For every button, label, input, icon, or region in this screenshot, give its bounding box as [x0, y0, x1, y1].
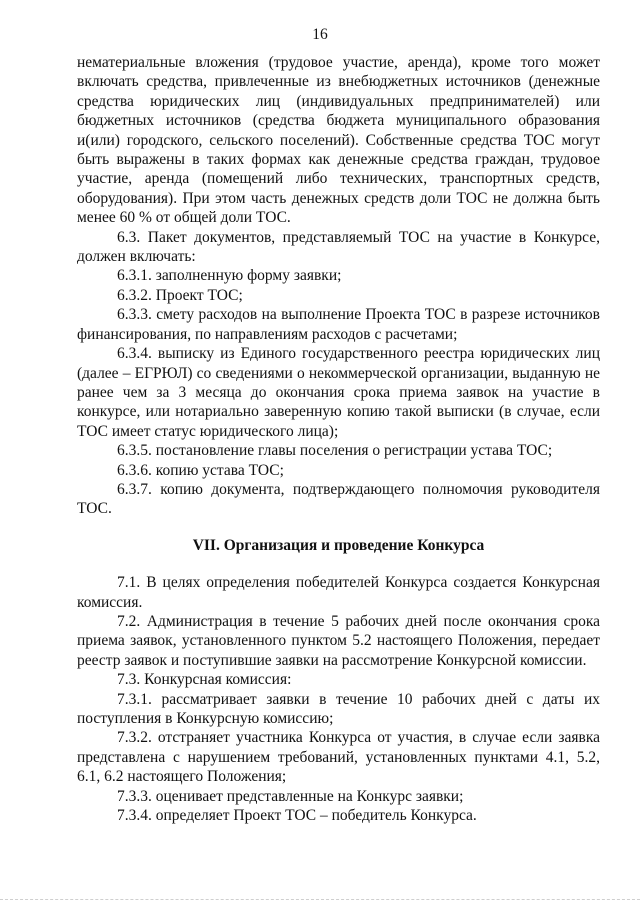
section-heading: VII. Организация и проведение Конкурса	[192, 536, 485, 554]
document-body	[77, 53, 600, 825]
paragraph-6-3: 6.3. Пакет документов, представляемый ТОС на участие в Конкурсе, должен включать:	[77, 228, 600, 266]
paragraph-7-2: 7.2. Администрация в течение 5 рабочих дней после окончания срока приема заявок, установленного пунктом 5.2 настоящего Положения, передает реестр заявок и поступившие заявки на рассмотрение Конкурсной комиссии.	[77, 612, 600, 669]
paragraph-7-3-4: 7.3.4. определяет Проект ТОС – победитель Конкурса.	[117, 807, 477, 825]
page-bottom-edge	[0, 899, 640, 900]
paragraph-7-3-1: 7.3.1. рассматривает заявки в течение 10 рабочих дней с даты их поступления в Конкурсную комиссию;	[77, 690, 600, 727]
paragraph-6-3-4: 6.3.4. выписку из Единого государственного реестра юридических лиц (далее – ЕГРЮЛ) со сведениями о некоммерческой организации, выданную не ранее чем за 3 месяца до окончания срока приема заявок на участие в конкурсе, или нотариально заверенную копию такой выписки (в случае, если ТОС имеет статус юридического лица);	[77, 345, 600, 440]
paragraph-6-3-7: 6.3.7. копию документа, подтверждающего полномочия руководителя ТОС.	[77, 480, 600, 518]
paragraph-6-3-5: 6.3.5. постановление главы поселения о регистрации устава ТОС;	[117, 442, 553, 460]
paragraph-continuation: нематериальные вложения (трудовое участие, аренда), кроме того может включать средства, привлеченные из внебюджетных источников (денежные средства юридических лиц (индивидуальных предпринимателей) или бюджетных источников (средства бюджета муниципального образования и(или) городского, сельского поселений). Собственные средства ТОС могут быть выражены в таких формах как денежные средства граждан, трудовое участие, аренда (помещений либо технических, транспортных средств, оборудования). При этом часть денежных средств доли ТОС не должна быть менее 60 % от общей доли ТОС.	[77, 54, 600, 227]
page-number: 16	[312, 26, 328, 43]
paragraph-6-3-3: 6.3.3. смету расходов на выполнение Проекта ТОС в разрезе источников финансирования, по направлениям расходов с расчетами;	[77, 306, 600, 343]
paragraph-7-3-3: 7.3.3. оценивает представленные на Конкурс заявки;	[117, 787, 464, 805]
paragraph-6-3-2: 6.3.2. Проект ТОС;	[117, 286, 243, 304]
paragraph-6-3-6: 6.3.6. копию устава ТОС;	[117, 461, 284, 479]
paragraph-7-3-2: 7.3.2. отстраняет участника Конкурса от участия, в случае если заявка представлена с нарушением требований, установленных пунктами 4.1, 5.2, 6.1, 6.2 настоящего Положения;	[77, 729, 600, 786]
paragraph-7-3: 7.3. Конкурсная комиссия:	[117, 671, 292, 689]
paragraph-6-3-1: 6.3.1. заполненную форму заявки;	[117, 267, 342, 285]
paragraph-7-1: 7.1. В целях определения победителей Конкурса создается Конкурсная комиссия.	[77, 574, 600, 611]
